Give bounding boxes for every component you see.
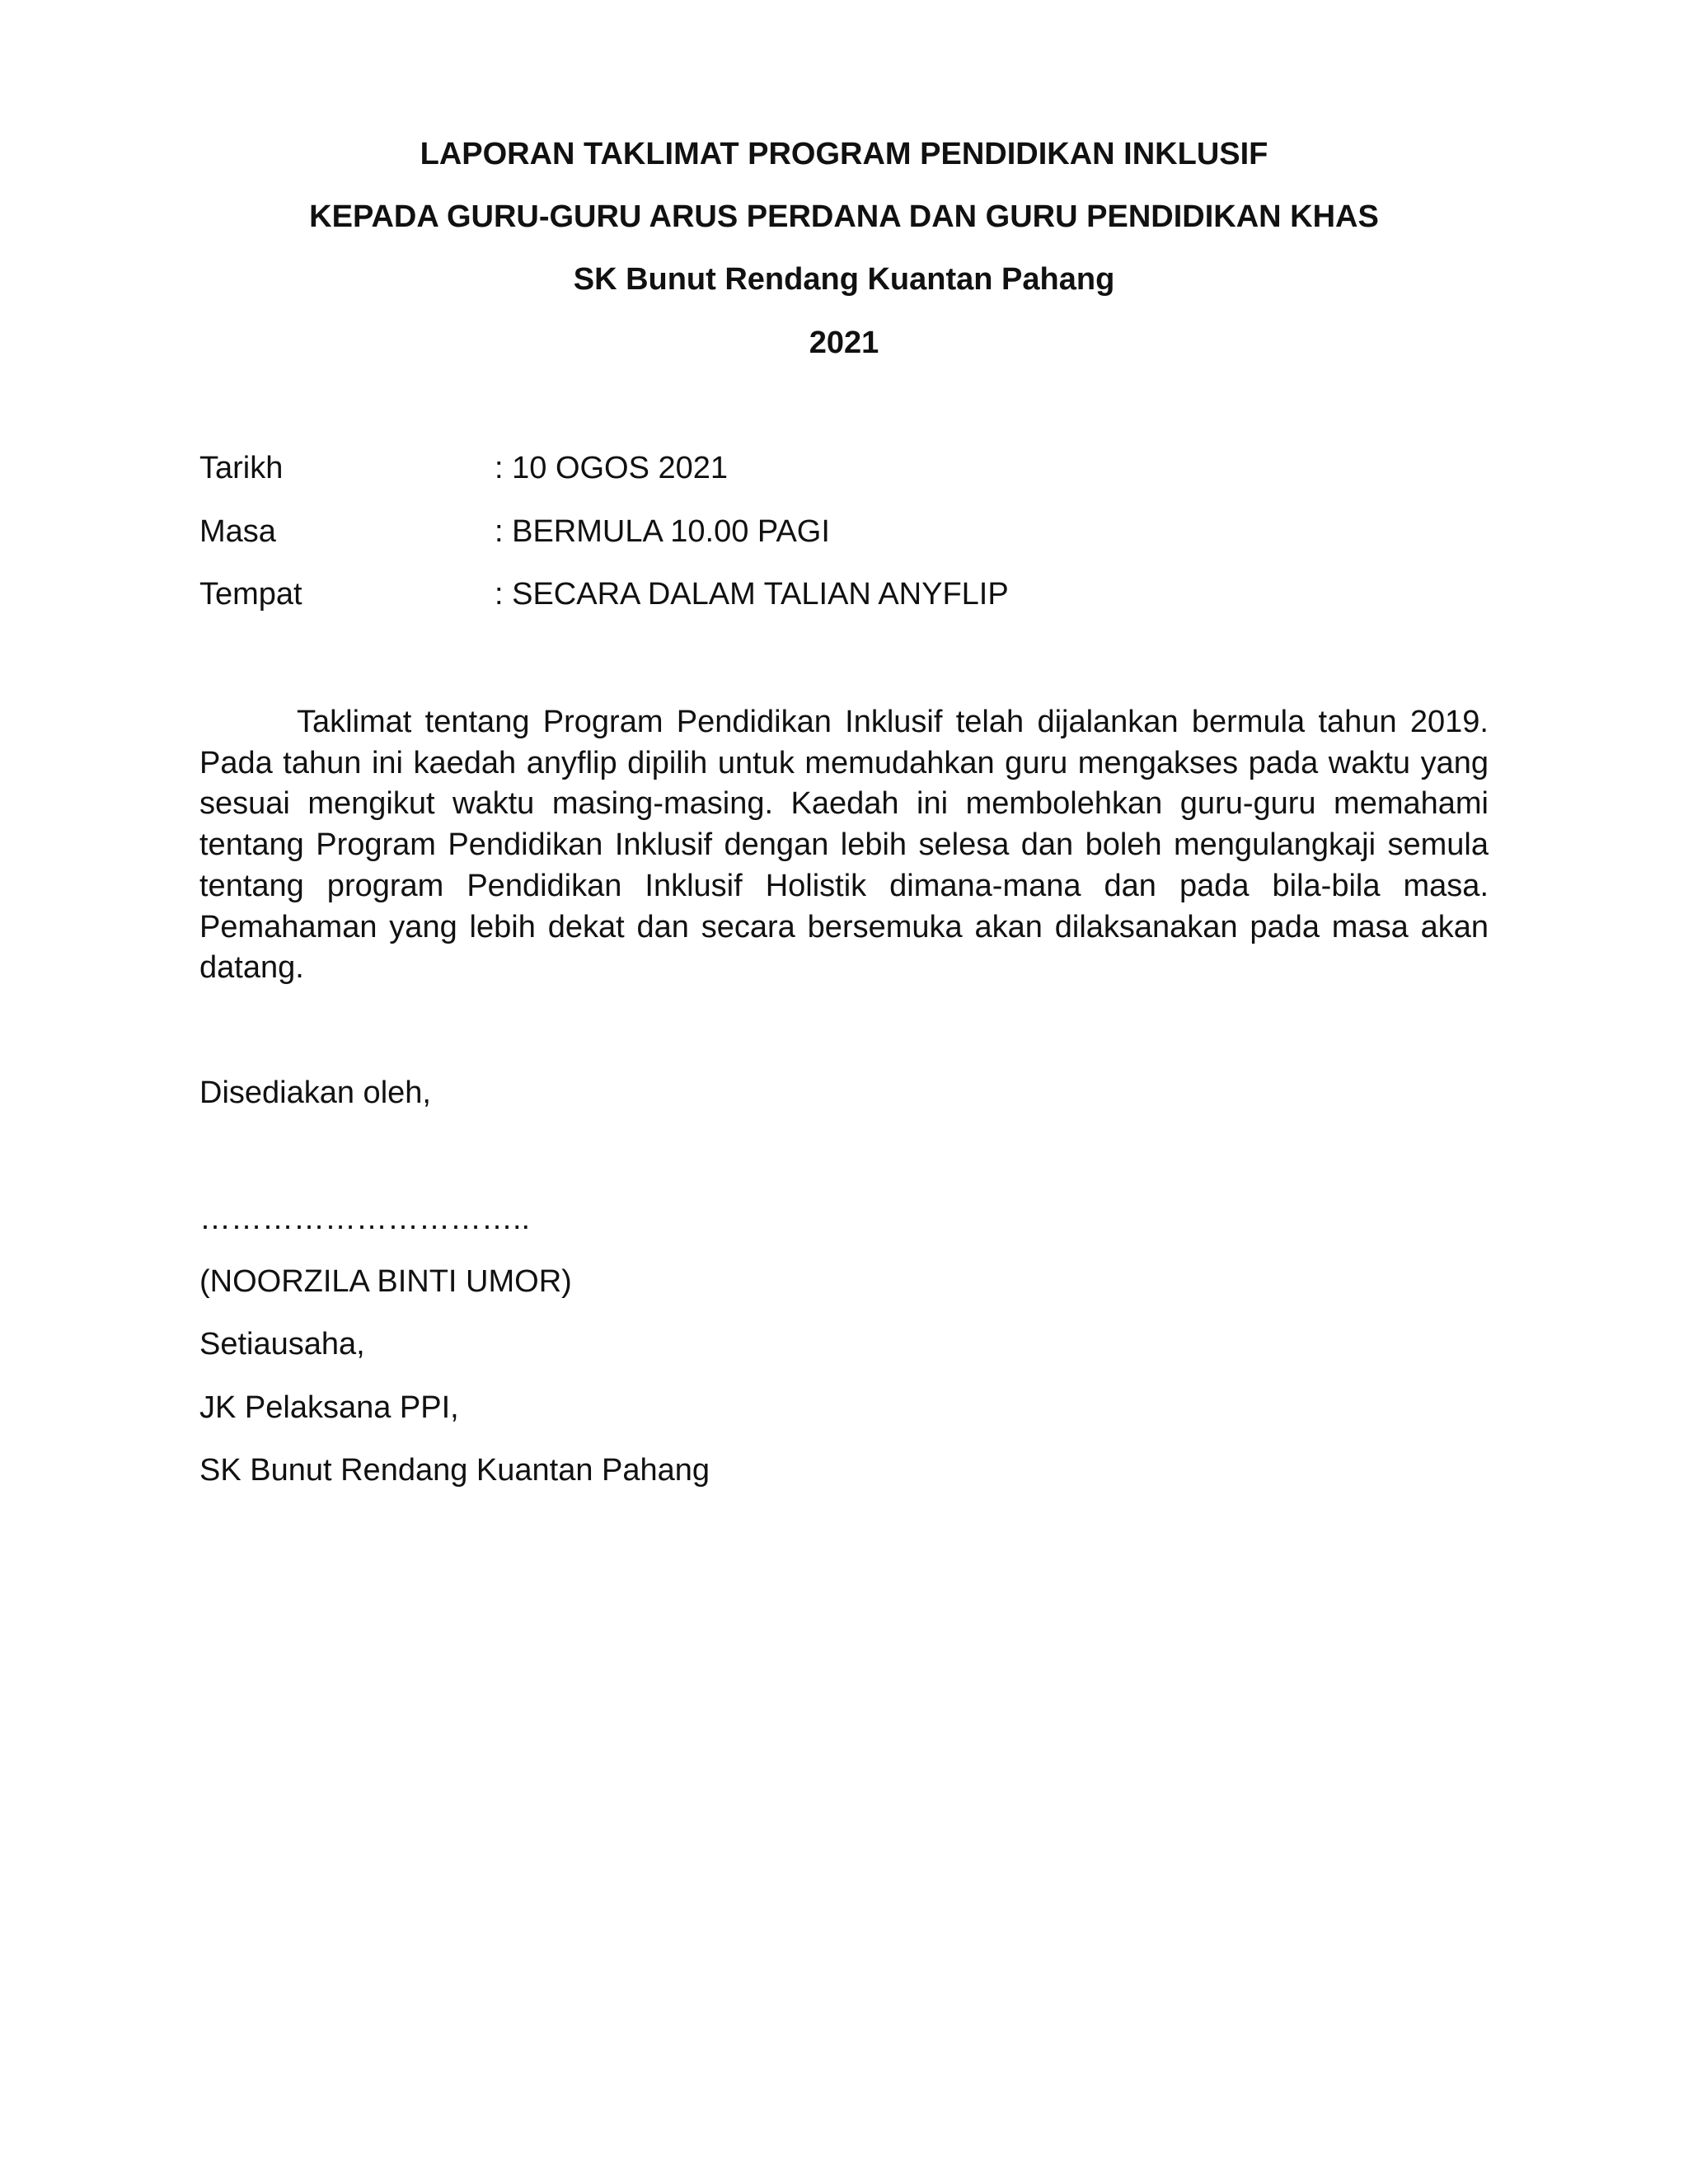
signatory-name: (NOORZILA BINTI UMOR) [199, 1264, 572, 1299]
report-school: SK Bunut Rendang Kuantan Pahang [573, 262, 1115, 297]
signature-line: ………………………….. [199, 1202, 531, 1236]
signatory-committee: JK Pelaksana PPI, [199, 1390, 459, 1425]
signatory-role-secretary: Setiausaha, [199, 1327, 365, 1361]
prepared-by-label: Disediakan oleh, [199, 1076, 431, 1110]
report-year: 2021 [809, 326, 879, 360]
info-value-time: : BERMULA 10.00 PAGI [495, 514, 830, 549]
signatory-school: SK Bunut Rendang Kuantan Pahang [199, 1453, 710, 1488]
report-audience: KEPADA GURU-GURU ARUS PERDANA DAN GURU PENDIDIKAN KHAS [309, 199, 1379, 234]
report-title: LAPORAN TAKLIMAT PROGRAM PENDIDIKAN INKLUSIF [420, 137, 1268, 171]
info-value-place: : SECARA DALAM TALIAN ANYFLIP [495, 577, 1009, 612]
body-paragraph: Taklimat tentang Program Pendidikan Inklusif telah dijalankan bermula tahun 2019. Pada tahun ini kaedah anyflip dipilih untuk memudahkan guru mengakses pada waktu yang sesuai mengikut waktu masing-masing. Kaedah ini membolehkan guru-guru memahami tentang Program Pendidikan Inklusif dengan lebih selesa dan boleh mengulangkaji semula tentang program Pendidikan Inklusif Holistik dimana-mana dan pada bila-bila masa. Pemahaman yang lebih dekat dan secara bersemuka akan dilaksanakan pada masa akan datang. [199, 705, 1489, 986]
info-value-date: : 10 OGOS 2021 [495, 451, 729, 485]
info-label-time: Masa [199, 514, 276, 549]
info-label-place: Tempat [199, 577, 302, 612]
info-label-date: Tarikh [199, 451, 284, 485]
